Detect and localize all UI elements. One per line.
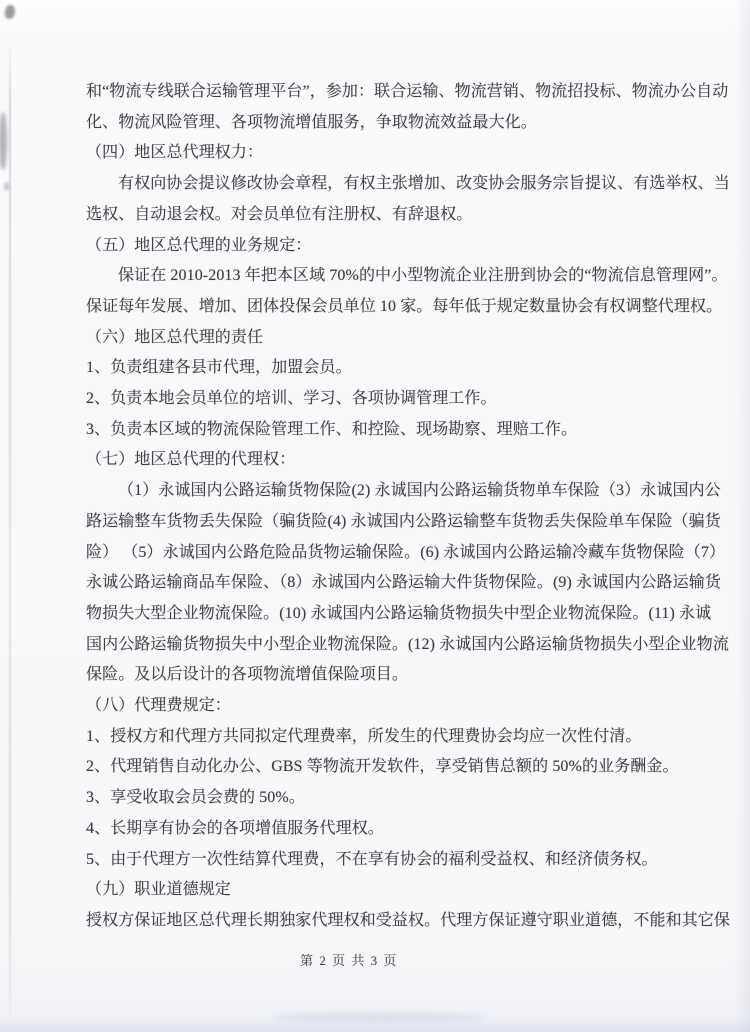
text-line: 1、授权方和代理方共同拟定代理费率，所发生的代理费协会均应一次性付清。 xyxy=(86,727,642,745)
text-line: 保险。及以后设计的各项物流增值保险项目。 xyxy=(86,666,409,684)
text-line: 国内公路运输货物损失中小型企业物流保险。(12) 永诚国内公路运输货物损失小型企业物流 xyxy=(86,635,729,653)
text-line: 授权方保证地区总代理长期独家代理权和受益权。代理方保证遵守职业道德，不能和其它保 xyxy=(86,911,731,929)
text-line: （七）地区总代理的代理权： xyxy=(86,451,296,469)
text-line: （九）职业道德规定 xyxy=(86,881,231,899)
text-line: 有权向协会提议修改协会章程，有权主张增加、改变协会服务宗旨提议、有选举权、当 xyxy=(118,175,730,193)
page-footer: 第 2 页 共 3 页 xyxy=(300,953,398,968)
text-line: 化、物流风险管理、各项物流增值服务，争取物流效益最大化。 xyxy=(86,113,537,131)
text-line: 2、负责本地会员单位的培训、学习、各项协调管理工作。 xyxy=(86,390,497,408)
text-line: 保证每年发展、增加、团体投保会员单位 10 家。每年低于规定数量协会有权调整代理权。 xyxy=(86,297,723,315)
text-line: 和“物流专线联合运输管理平台”，参加：联合运输、物流营销、物流招投标、物流办公自动 xyxy=(86,83,729,100)
text-line: 选权、自动退会权。对会员单位有注册权、有辞退权。 xyxy=(86,205,473,223)
scan-artifact-left-dot xyxy=(4,182,9,191)
text-line: 4、长期享有协会的各项增值服务代理权。 xyxy=(86,819,384,837)
scan-artifact-right-shadow xyxy=(734,0,750,1032)
text-line: 1、负责组建各县市代理，加盟会员。 xyxy=(86,359,352,377)
text-line: 险） （5）永诚国内公路危险品货物运输保险。(6) 永诚国内公路运输冷藏车货物保险（7） xyxy=(86,543,726,561)
text-line: 5、由于代理方一次性结算代理费，不在享有协会的福利受益权、和经济债务权。 xyxy=(86,850,658,868)
text-line: 物损失大型企业物流保险。(10) 永诚国内公路运输货物损失中型企业物流保险。(11) 永诚 xyxy=(86,604,712,622)
text-line: （五）地区总代理的业务规定： xyxy=(86,236,312,254)
text-line: 永诚公路运输商品车保险、（8）永诚国内公路运输大件货物保险。(9) 永诚国内公路运输货 xyxy=(86,574,721,592)
text-line: （四）地区总代理权力： xyxy=(86,144,264,162)
text-line: （八）代理费规定： xyxy=(86,697,231,715)
scan-artifact-left-smudge xyxy=(0,112,7,170)
text-line: 路运输整车货物丢失保险（骗货险(4) 永诚国内公路运输整车货物丢失保险单车保险（骗货 xyxy=(86,512,721,530)
text-line: 2、代理销售自动化办公、GBS 等物流开发软件，享受销售总额的 50%的业务酬金。 xyxy=(86,758,679,776)
text-line: （1）永诚国内公路运输货物保险(2) 永诚国内公路运输货物单车保险（3）永诚国内公 xyxy=(118,482,721,500)
scan-artifact-top-left-smudge xyxy=(3,4,16,20)
document-body xyxy=(86,77,731,937)
text-line: 3、享受收取会员会费的 50%。 xyxy=(86,789,305,807)
text-line: （六）地区总代理的责任 xyxy=(86,328,264,346)
scan-artifact-left-edge-line xyxy=(9,44,11,1019)
text-line: 3、负责本区域的物流保险管理工作、和控险、现场勘察、理赔工作。 xyxy=(86,420,578,438)
scan-artifact-bottom-band xyxy=(0,1016,750,1032)
text-line: 保证在 2010-2013 年把本区域 70%的中小型物流企业注册到协会的“物流信息管理网”。 xyxy=(118,267,728,285)
